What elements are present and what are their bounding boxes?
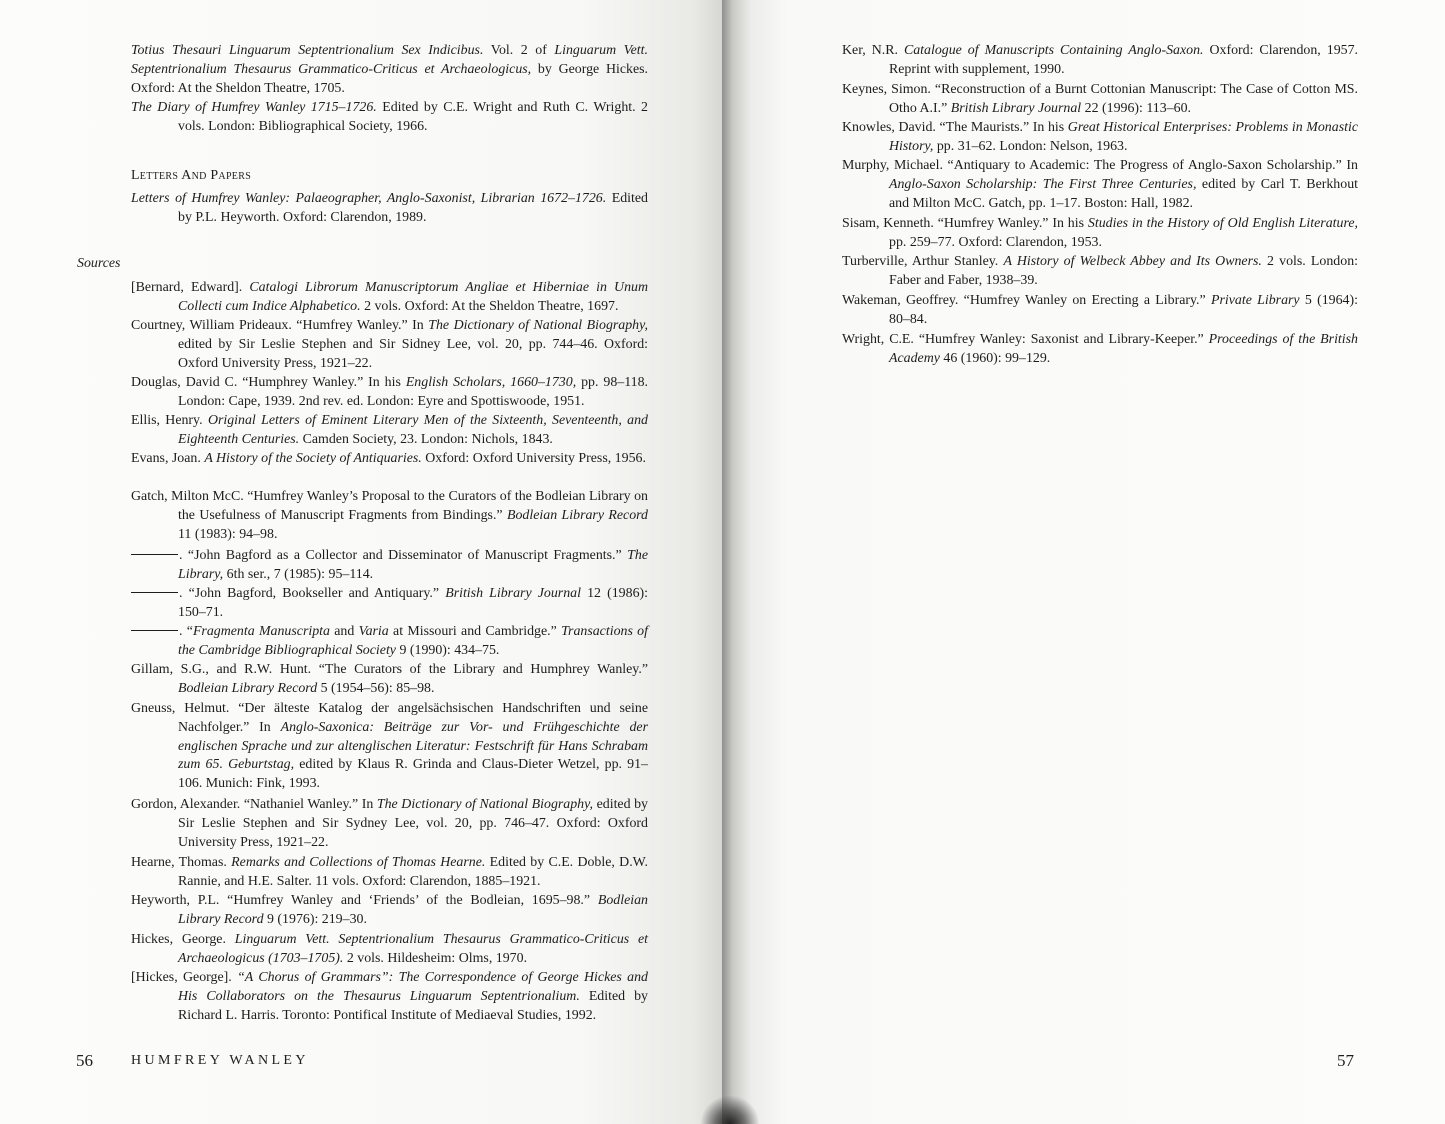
- bib-entry: [131, 854, 648, 892]
- italic-title-text: Varia: [358, 624, 389, 639]
- entry-text: Sisam, Kenneth. “Humfrey Wanley.” In his: [842, 216, 1088, 231]
- bib-entry: [131, 969, 648, 1025]
- entry-text: Keynes, Simon. “Reconstruction of a Burnt Cottonian Manuscript: The Case of Cotton MS. Otho A.I.”: [842, 82, 1358, 116]
- entry-text: Courtney, William Prideaux. “Humfrey Wanley.” In: [131, 318, 429, 333]
- entry-text: Oxford: Oxford University Press, 1956.: [421, 451, 646, 466]
- italic-title-text: Bodleian Library Record: [507, 507, 648, 523]
- entry-text: Knowles, David. “The Maurists.” In his: [842, 120, 1068, 135]
- italic-title-text: The Dictionary of National Biography,: [428, 318, 648, 333]
- bib-entry: [131, 623, 648, 661]
- italic-title-text: British Library Journal: [445, 586, 581, 601]
- bib-entry: [131, 412, 648, 450]
- entry-text: Gneuss, Helmut. “Der älteste Katalog der angelsächsischen Handschriften und seine Nachfolger.” In: [131, 701, 648, 735]
- ditto-dash: [131, 630, 178, 631]
- entry-text: Ellis, Henry.: [131, 413, 208, 428]
- italic-title-text: A History of Welbeck Abbey and Its Owners.: [1003, 254, 1262, 269]
- entry-text: 5 (1954–56): 85–98.: [317, 680, 435, 696]
- italic-title-text: British Library Journal: [950, 100, 1082, 116]
- entry-text: Edited by P.L. Heyworth. Oxford: Clarendon, 1989.: [178, 191, 648, 225]
- italic-title-text: Anglo-Saxonica: Beiträge zur Vor- und Frühgeschichte der englischen Sprache und zur altenglischen Literatur: Festschrift für Hans Schrabam zum 65. Geburtstag,: [178, 719, 648, 773]
- entry-text: 2 vols. Oxford: At the Sheldon Theatre, 1697.: [360, 298, 619, 314]
- entry-text: 9 (1990): 434–75.: [395, 642, 500, 658]
- entry-text: edited by Klaus R. Grinda and Claus-Dieter Wetzel, pp. 91–106. Munich: Fink, 1993.: [178, 757, 649, 792]
- entry-text: edited by Carl T. Berkhout and Milton McC. Gatch, pp. 1–17. Boston: Hall, 1982.: [889, 176, 1359, 211]
- bib-entry: [842, 215, 1358, 253]
- entry-text: Murphy, Michael. “Antiquary to Academic: The Progress of Anglo-Saxon Scholarship.” In: [842, 158, 1358, 173]
- entry-text: Oxford: Clarendon, 1957. Reprint with supplement, 1990.: [889, 43, 1359, 77]
- bib-entry: [131, 450, 646, 469]
- entry-text: Camden Society, 23. London: Nichols, 1843.: [299, 431, 553, 447]
- entry-text: 46 (1960): 99–129.: [939, 350, 1051, 366]
- entry-text: 6th ser., 7 (1985): 95–114.: [223, 566, 374, 582]
- entry-text: 2 vols. London: Faber and Faber, 1938–39.: [889, 254, 1359, 288]
- entry-text: pp. 31–62. London: Nelson, 1963.: [933, 138, 1128, 154]
- running-head: HUMFREY WANLEY: [131, 1053, 309, 1068]
- entry-text: 22 (1996): 113–60.: [1081, 100, 1192, 116]
- italic-title-text: A History of the Society of Antiquaries.: [204, 451, 422, 466]
- italic-title-text: Studies in the History of Old English Literature,: [1087, 216, 1358, 231]
- entry-text: Gatch, Milton McC. “Humfrey Wanley’s Proposal to the Curators of the Bodleian Library on the Usefulness of Manuscript Fragments from Bindings.”: [131, 489, 648, 523]
- entry-text: edited by Sir Leslie Stephen and Sir Sidney Lee, vol. 20, pp. 744–46. Oxford: Oxford University Press, 1921–22.: [178, 336, 648, 371]
- italic-title-text: Catalogi Librorum Manuscriptorum Angliae et Hiberniae in Unum Collecti cum Indice Alphabetico.: [178, 280, 648, 314]
- bib-entry: [131, 488, 648, 544]
- entry-text: pp. 259–77. Oxford: Clarendon, 1953.: [889, 234, 1102, 250]
- italic-title-text: Transactions of the Cambridge Bibliographical Society: [178, 624, 648, 658]
- entry-text: Hickes, George.: [131, 932, 235, 947]
- ditto-dash: [131, 592, 178, 593]
- italic-title-text: Original Letters of Eminent Literary Men of the Sixteenth, Seventeenth, and Eighteenth Centuries.: [178, 413, 649, 447]
- entry-text: Vol. 2 of: [483, 43, 555, 58]
- gutter-shadow: [700, 1095, 760, 1124]
- entry-text: Douglas, David C. “Humphrey Wanley.” In his: [131, 375, 406, 390]
- italic-title-text: Linguarum Vett. Septentrionalium Thesaurus Grammatico-Criticus et Archaeologicus (1703–1705).: [178, 932, 648, 966]
- entry-text: edited by Sir Leslie Stephen and Sir Sydney Lee, vol. 20, pp. 746–47. Oxford: Oxford University Press, 1921–22.: [178, 797, 649, 850]
- italic-title-text: Fragmenta Manuscripta: [192, 624, 330, 639]
- bib-entry: [131, 585, 648, 623]
- sources-heading: Sources: [77, 256, 121, 271]
- entry-text: and: [329, 624, 359, 639]
- italic-title-text: Linguarum Vett. Septentrionalium Thesaurus Grammatico-Criticus et Archaeologicus,: [131, 43, 648, 77]
- left-page: [0, 0, 722, 1124]
- bib-entry: [842, 81, 1358, 119]
- bib-entry: [131, 796, 648, 852]
- entry-text: by George Hickes. Oxford: At the Sheldon Theatre, 1705.: [131, 61, 649, 96]
- italic-title-text: Private Library: [1210, 293, 1300, 308]
- bib-entry: [842, 331, 1358, 369]
- entry-text: . “John Bagford, Bookseller and Antiquary.”: [179, 586, 446, 601]
- italic-title-text: The Diary of Humfrey Wanley 1715–1726.: [131, 100, 377, 115]
- italic-title-text: The Dictionary of National Biography,: [376, 797, 594, 812]
- entry-text: 2 vols. Hildesheim: Olms, 1970.: [343, 950, 528, 966]
- entry-text: . “: [179, 624, 193, 639]
- bib-entry: [842, 119, 1358, 157]
- bib-entry: [131, 931, 648, 969]
- bib-entry: [131, 661, 648, 699]
- entry-text: 9 (1976): 219–30.: [263, 911, 367, 927]
- italic-title-text: Bodleian Library Record: [178, 680, 318, 696]
- italic-title-text: Great Historical Enterprises: Problems in Monastic History,: [889, 120, 1358, 154]
- entry-text: . “John Bagford as a Collector and Disseminator of Manuscript Fragments.”: [179, 548, 628, 563]
- letters-heading: Letters And Papers: [131, 168, 252, 183]
- entry-text: Hearne, Thomas.: [131, 855, 232, 870]
- bib-entry: [842, 292, 1358, 330]
- entry-text: [Bernard, Edward].: [131, 280, 250, 295]
- entry-text: Wakeman, Geoffrey. “Humfrey Wanley on Erecting a Library.”: [842, 293, 1211, 308]
- bib-entry: [131, 99, 648, 137]
- page-number-left: 56: [76, 1051, 93, 1070]
- italic-title-text: Catalogue of Manuscripts Containing Anglo-Saxon.: [903, 43, 1204, 58]
- entry-text: Gillam, S.G., and R.W. Hunt. “The Curators of the Library and Humphrey Wanley.”: [131, 662, 648, 677]
- italic-title-text: Totius Thesauri Linguarum Septentrionalium Sex Indicibus.: [131, 43, 484, 58]
- entry-text: Edited by C.E. Doble, D.W. Rannie, and H.E. Salter. 11 vols. Oxford: Clarendon, 1885–1921.: [178, 855, 648, 889]
- entry-text: Turberville, Arthur Stanley.: [842, 254, 1004, 269]
- italic-title-text: “A Chorus of Grammars”: The Correspondence of George Hickes and His Collaborators on the Thesaurus Linguarum Septentrionalium.: [178, 970, 648, 1004]
- entry-text: Ker, N.R.: [842, 43, 904, 58]
- bib-entry: [131, 42, 648, 98]
- entry-text: Heyworth, P.L. “Humfrey Wanley and ‘Friends’ of the Bodleian, 1695–98.”: [131, 893, 598, 908]
- italic-title-text: The Library,: [178, 548, 648, 582]
- entry-text: Wright, C.E. “Humfrey Wanley: Saxonist and Library-Keeper.”: [842, 332, 1209, 347]
- italic-title-text: Proceedings of the British Academy: [889, 332, 1358, 366]
- entry-text: Evans, Joan.: [131, 451, 205, 466]
- ditto-dash: [131, 554, 178, 555]
- italic-title-text: Letters of Humfrey Wanley: Palaeographer, Anglo-Saxonist, Librarian 1672–1726.: [131, 191, 607, 206]
- entry-text: Edited by C.E. Wright and Ruth C. Wright. 2 vols. London: Bibliographical Society, 1966.: [178, 100, 648, 134]
- italic-title-text: Remarks and Collections of Thomas Hearne.: [231, 855, 486, 870]
- page-number-right: 57: [1337, 1051, 1354, 1070]
- bib-entry: [131, 700, 648, 794]
- entry-text: at Missouri and Cambridge.”: [388, 624, 562, 639]
- italic-title-text: Bodleian Library Record: [178, 893, 648, 927]
- bib-entry: [131, 374, 648, 412]
- entry-text: Gordon, Alexander. “Nathaniel Wanley.” In: [131, 797, 377, 812]
- italic-title-text: English Scholars, 1660–1730,: [405, 375, 577, 390]
- right-page: [722, 0, 1445, 1124]
- entry-text: 5 (1964): 80–84.: [889, 293, 1358, 327]
- entry-text: pp. 98–118. London: Cape, 1939. 2nd rev. ed. London: Eyre and Spottiswoode, 1951.: [178, 375, 649, 409]
- bib-entry: [842, 253, 1358, 291]
- entry-text: 11 (1983): 94–98.: [178, 526, 278, 542]
- bib-entry: [131, 279, 648, 317]
- entry-text: 12 (1986): 150–71.: [178, 586, 648, 620]
- bib-entry: [131, 547, 648, 585]
- entry-text: Edited by Richard L. Harris. Toronto: Pontifical Institute of Mediaeval Studies, 1992.: [178, 988, 648, 1023]
- bib-entry: [131, 190, 648, 228]
- bib-entry: [842, 157, 1358, 213]
- entry-text: [Hickes, George].: [131, 970, 238, 985]
- bib-entry: [842, 42, 1358, 80]
- bib-entry: [131, 892, 648, 930]
- bib-entry: [131, 317, 648, 373]
- italic-title-text: Anglo-Saxon Scholarship: The First Three Centuries,: [889, 176, 1197, 192]
